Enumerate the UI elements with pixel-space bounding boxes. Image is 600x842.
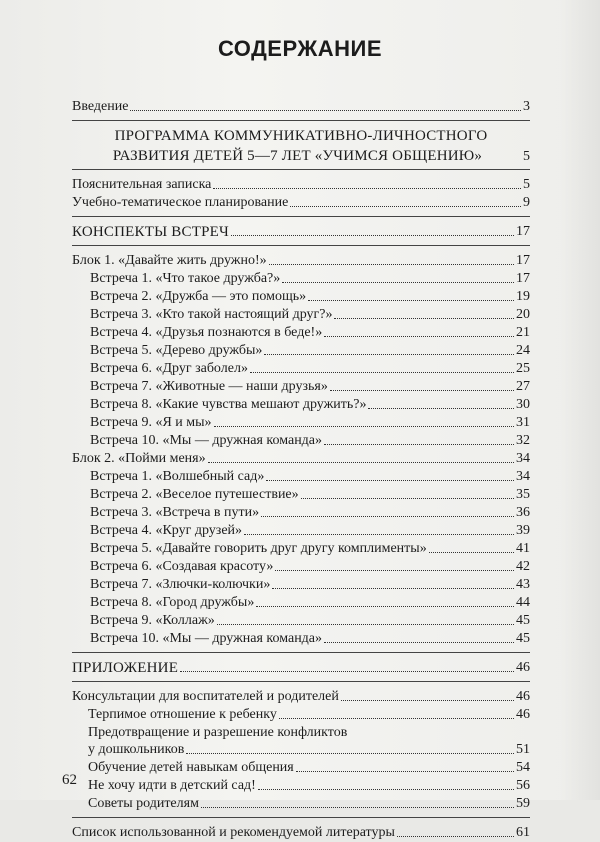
block1-meetings [72,270,530,450]
toc-entry-consult-item-line2: у дошкольников 51 [88,742,530,757]
leader-dots [264,354,514,355]
toc-entry-consult-item-line1: Предотвращение и разрешение конфликтов [88,725,348,740]
toc-entry-consult-item: Терпимое отношение к ребенку 46 [88,707,530,722]
toc-entry-meeting: Встреча 10. «Мы — дружная команда» 45 [90,631,530,646]
leader-dots [368,408,514,409]
leader-dots [330,390,514,391]
leader-dots [244,534,514,535]
toc-entry-program-line2: РАЗВИТИЯ ДЕТЕЙ 5—7 ЛЕТ «УЧИМСЯ ОБЩЕНИЮ» 5 [112,148,530,164]
toc-entry-program-line1: ПРОГРАММА КОММУНИКАТИВНО-ЛИЧНОСТНОГО [114,128,488,144]
toc-entry-meeting: Встреча 5. «Дерево дружбы» 24 [90,343,530,358]
divider [72,216,530,217]
page-number: 62 [62,772,77,788]
leader-dots [282,282,514,283]
leader-dots [261,516,514,517]
leader-dots [214,426,514,427]
toc-entry-meeting: Встреча 3. «Кто такой настоящий друг?» 20 [90,307,530,322]
toc-entry-intro: Введение 3 [72,99,530,114]
leader-dots [429,552,514,553]
toc-entry-meeting: Встреча 9. «Я и мы» 31 [90,415,530,430]
leader-dots [266,480,514,481]
divider [72,817,530,818]
toc-entry-meeting: Встреча 3. «Встреча в пути» 36 [90,505,530,520]
toc-entry-consult: Консультации для воспитателей и родителей 46 [72,689,530,704]
toc-entry-consult-item: Не хочу идти в детский сад! 56 [88,778,530,793]
table-of-contents [72,98,530,842]
leader-dots [324,336,514,337]
leader-dots [334,318,514,319]
toc-entry-consult-item: Обучение детей навыкам общения 54 [88,760,530,775]
toc-entry-meeting: Встреча 10. «Мы — дружная команда» 32 [90,433,530,448]
toc-entry-notes: КОНСПЕКТЫ ВСТРЕЧ 17 [72,224,530,240]
leader-dots [324,642,514,643]
leader-dots [250,372,514,373]
leader-dots [308,300,514,301]
toc-entry-meeting: Встреча 2. «Веселое путешествие» 35 [90,487,530,502]
toc-entry-block1: Блок 1. «Давайте жить дружно!» 17 [72,253,530,268]
toc-entry-meeting: Встреча 4. «Друзья познаются в беде!» 21 [90,325,530,340]
toc-entry-meeting: Встреча 2. «Дружба — это помощь» 19 [90,289,530,304]
toc-entry-meeting: Встреча 1. «Что такое дружба?» 17 [90,271,530,286]
leader-dots [275,570,514,571]
divider [72,120,530,121]
toc-entry-literature: Список использованной и рекомендуемой литературы 61 [72,825,530,840]
toc-entry-meeting: Встреча 5. «Давайте говорить друг другу комплименты» 41 [90,541,530,556]
toc-entry-meeting: Встреча 4. «Круг друзей» 39 [90,523,530,538]
toc-entry-meeting: Встреча 6. «Друг заболел» 25 [90,361,530,376]
block2-meetings [72,468,530,648]
divider [72,681,530,682]
toc-entry-block2: Блок 2. «Пойми меня» 34 [72,451,530,466]
leader-dots [130,110,521,111]
leader-dots [256,606,514,607]
toc-entry-program-item: Пояснительная записка 5 [72,177,530,192]
leader-dots [272,588,514,589]
toc-entry-appendix: ПРИЛОЖЕНИЕ 46 [72,660,530,676]
divider [72,652,530,653]
toc-entry-meeting: Встреча 7. «Животные — наши друзья» 27 [90,379,530,394]
page-title: СОДЕРЖАНИЕ [217,36,383,61]
toc-entry-meeting: Встреча 1. «Волшебный сад» 34 [90,469,530,484]
toc-entry-meeting: Встреча 7. «Злючки-колючки» 43 [90,577,530,592]
toc-entry-program-item: Учебно-тематическое планирование 9 [72,195,530,210]
leader-dots [301,498,514,499]
leader-dots [324,444,514,445]
leader-dots [217,624,514,625]
toc-entry-meeting: Встреча 8. «Город дружбы» 44 [90,595,530,610]
toc-entry-meeting: Встреча 9. «Коллаж» 45 [90,613,530,628]
toc-entry-meeting: Встреча 6. «Создавая красоту» 42 [90,559,530,574]
toc-entry-consult-item: Советы родителям 59 [88,796,530,811]
divider [72,245,530,246]
toc-entry-meeting: Встреча 8. «Какие чувства мешают дружить?» 30 [90,397,530,412]
divider [72,169,530,170]
page-shadow [560,0,600,800]
